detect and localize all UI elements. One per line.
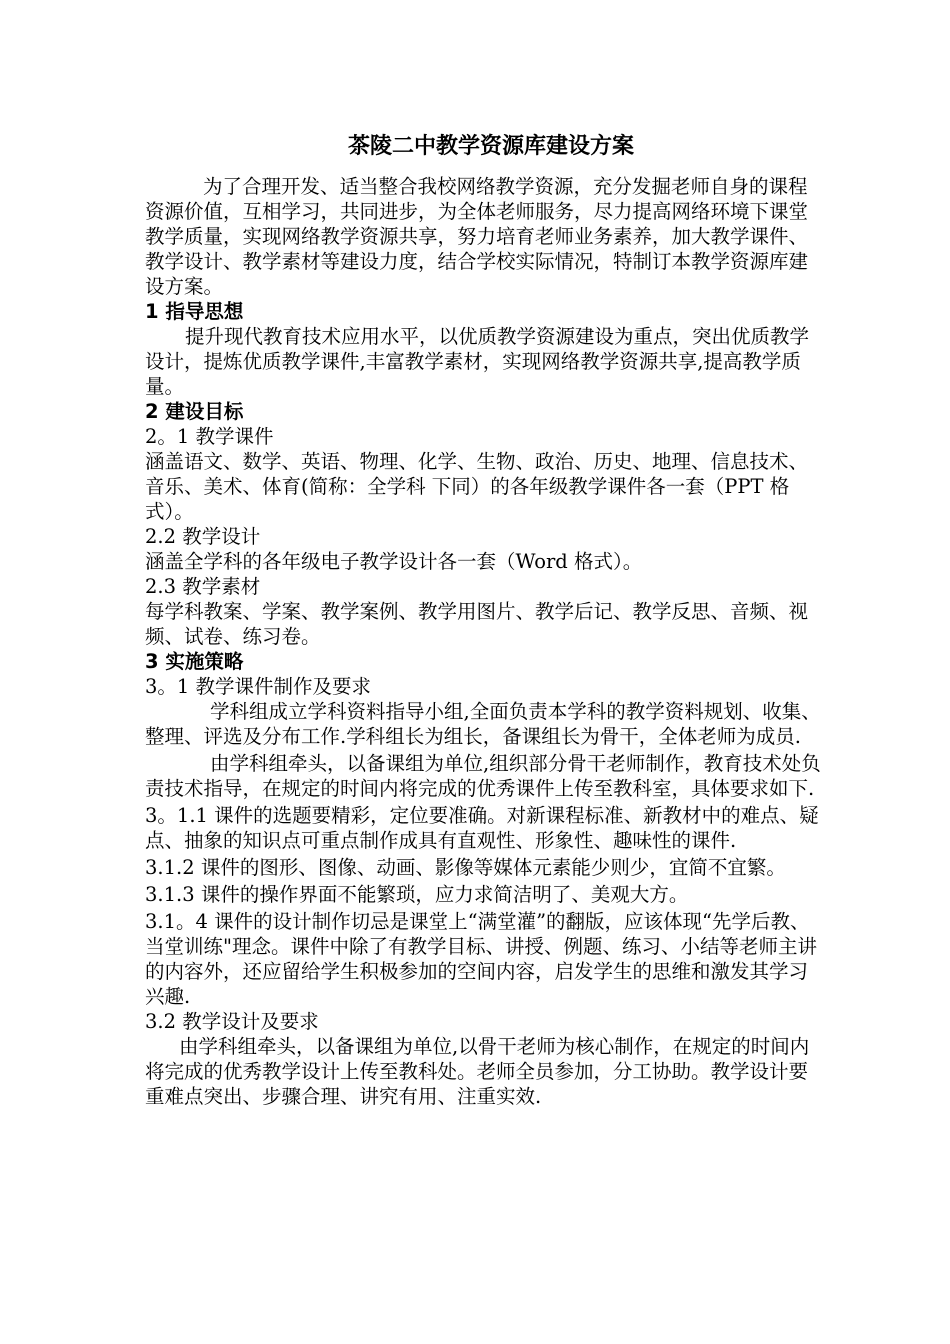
document-page bbox=[145, 132, 825, 1109]
section-2-2-body: 涵盖全学科的各年级电子教学设计各一套（Word 格式）。 bbox=[145, 550, 643, 573]
section-3-1-heading: 3。1 教学课件制作及要求 bbox=[145, 675, 372, 698]
section-3-1-4: 3.1。4 课件的设计制作切忌是课堂上“满堂灌”的翻版，应该体现“先学后教、当堂训练"理念。课件中除了有教学目标、讲授、例题、练习、小结等老师主讲的内容外，还应留给学生积极参加的空间内容，启发学生的思维和激发其学习兴趣. bbox=[145, 910, 817, 1008]
section-2-heading: 2 建设目标 bbox=[145, 400, 244, 423]
section-3-2-body: 由学科组牵头，以备课组为单位,以骨干老师为核心制作，在规定的时间内将完成的优秀教学设计上传至教科处。老师全员参加，分工协助。教学设计要重难点突出、步骤合理、讲究有用、注重实效. bbox=[145, 1035, 810, 1108]
document-title: 茶陵二中教学资源库建设方案 bbox=[347, 134, 634, 159]
section-2-3-body: 每学科教案、学案、教学案例、教学用图片、教学后记、教学反思、音频、视频、试卷、练习卷。 bbox=[145, 600, 809, 648]
section-2-1-body: 涵盖语文、数学、英语、物理、化学、生物、政治、历史、地理、信息技术、音乐、美术、体育(简称：全学科 下同）的各年级教学课件各一套（PPT 格式）。 bbox=[145, 450, 809, 523]
section-1-body: 提升现代教育技术应用水平，以优质教学资源建设为重点，突出优质教学设计，提炼优质教学课件,丰富教学素材，实现网络教学资源共享,提高教学质量。 bbox=[145, 325, 810, 398]
section-3-2-heading: 3.2 教学设计及要求 bbox=[145, 1010, 319, 1033]
section-2-3-heading: 2.3 教学素材 bbox=[145, 575, 261, 598]
section-3-1-paragraph-1: 学科组成立学科资料指导小组,全面负责本学科的教学资料规划、收集、整理、评选及分布工作.学科组长为组长，备课组长为骨干，全体老师为成员. bbox=[145, 700, 821, 748]
section-3-1-3: 3.1.3 课件的操作界面不能繁琐，应力求简洁明了、美观大方。 bbox=[145, 883, 689, 906]
section-3-1-2: 3.1.2 课件的图形、图像、动画、影像等媒体元素能少则少，宜简不宜繁。 bbox=[145, 856, 786, 879]
section-2-2-heading: 2.2 教学设计 bbox=[145, 525, 261, 548]
section-3-1-paragraph-2: 由学科组牵头，以备课组为单位,组织部分骨干老师制作，教育技术处负责技术指导，在规定的时间内将完成的优秀课件上传至教科室，具体要求如下. bbox=[145, 752, 821, 800]
intro-paragraph: 为了合理开发、适当整合我校网络教学资源，充分发掘老师自身的课程资源价值，互相学习，共同进步，为全体老师服务，尽力提高网络环境下课堂教学质量，实现网络教学资源共享，努力培育老师业务素养，加大教学课件、教学设计、教学素材等建设力度，结合学校实际情况，特制订本教学资源库建设方案。 bbox=[145, 175, 809, 298]
section-2-1-heading: 2。1 教学课件 bbox=[145, 425, 274, 448]
section-3-heading: 3 实施策略 bbox=[145, 650, 244, 673]
section-1-heading: 1 指导思想 bbox=[145, 300, 244, 323]
section-3-1-1: 3。1.1 课件的选题要精彩，定位要准确。对新课程标准、新教材中的难点、疑点、抽象的知识点可重点制作成具有直观性、形象性、趣味性的课件. bbox=[145, 804, 819, 852]
